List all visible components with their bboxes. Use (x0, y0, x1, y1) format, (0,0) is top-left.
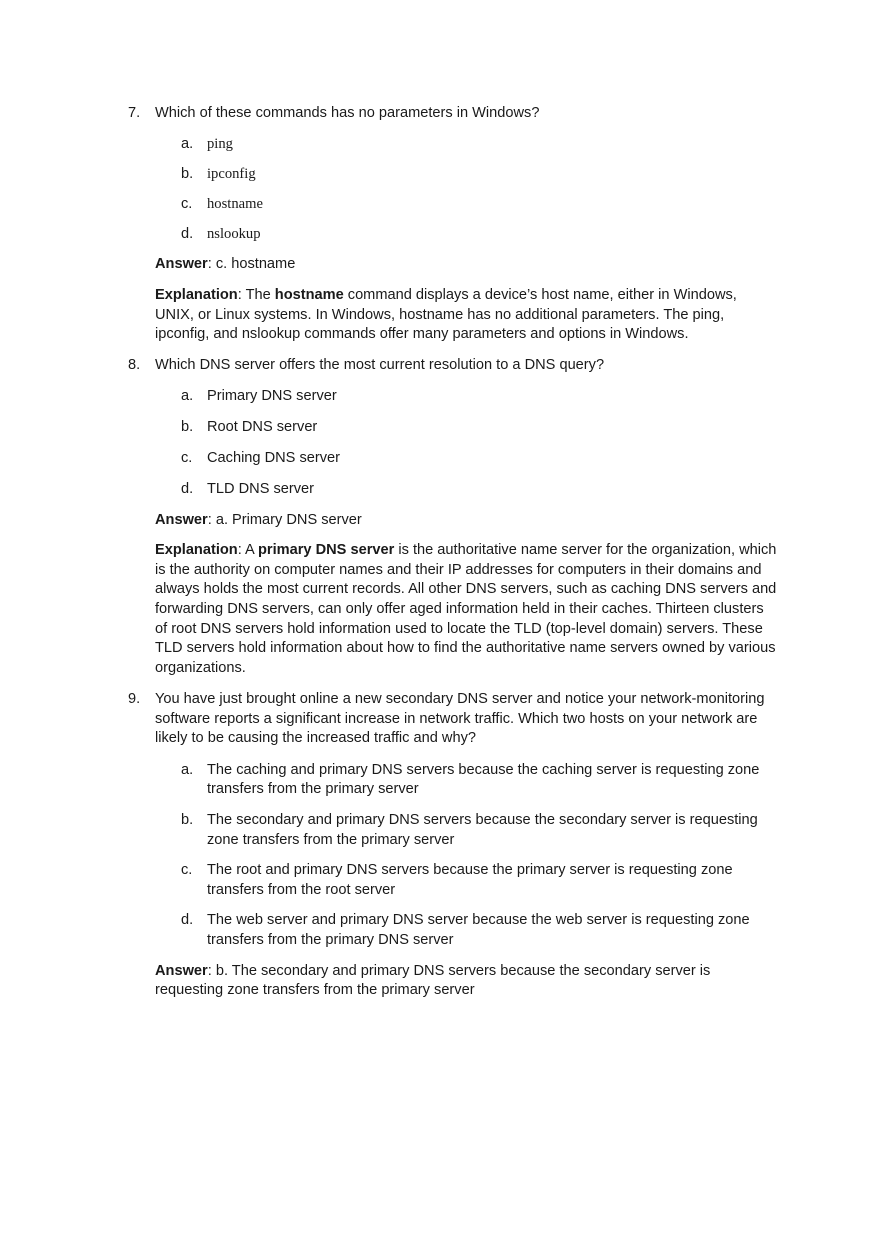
option-b (155, 165, 778, 195)
option-list (155, 761, 778, 951)
answer (155, 962, 778, 1001)
option-text: The caching and primary DNS servers because the caching server is requesting zone transfers from the primary server (207, 761, 760, 798)
option-letter: d. (181, 912, 194, 929)
option-text: Primary DNS server (207, 387, 337, 404)
explanation (155, 541, 778, 678)
question-text: Which DNS server offers the most current resolution to a DNS query? (155, 357, 605, 373)
question-number: 9. (128, 691, 141, 707)
explanation-label: Explanation (155, 287, 238, 304)
option-b (155, 418, 778, 449)
option-text: Caching DNS server (207, 449, 341, 466)
option-text: nslookup (207, 225, 261, 242)
option-d (155, 480, 778, 511)
option-letter: d. (181, 480, 194, 497)
answer (155, 255, 778, 275)
option-letter: c. (181, 195, 193, 212)
question-9 (128, 690, 778, 1001)
option-d (155, 911, 778, 950)
option-letter: a. (181, 761, 194, 778)
option-letter: b. (181, 165, 194, 182)
explanation-keyword: primary DNS server (258, 542, 395, 559)
option-text: Root DNS server (207, 418, 318, 435)
answer-text: : a. Primary DNS server (207, 511, 362, 528)
option-text: ipconfig (207, 165, 256, 182)
answer-label: Answer (155, 255, 208, 272)
option-text: The root and primary DNS servers because the primary server is requesting zone transfers from the root server (207, 862, 733, 898)
option-text: TLD DNS server (207, 480, 315, 497)
question-7 (128, 104, 778, 345)
answer-text: : c. hostname (207, 255, 296, 272)
option-text: The web server and primary DNS server because the web server is requesting zone transfers from the primary DNS server (207, 912, 750, 948)
explanation-pre: : The (237, 287, 275, 304)
option-letter: a. (181, 387, 194, 404)
option-c (155, 449, 778, 480)
explanation (155, 286, 778, 345)
option-d (155, 225, 778, 255)
option-list (155, 135, 778, 255)
answer-label: Answer (155, 962, 208, 979)
option-letter: d. (181, 225, 194, 242)
option-letter: b. (181, 811, 194, 828)
explanation-text: is the authoritative name server for the organization, which is the authority on computer names and their IP addresses for computers in their domains and always holds the most current records. All other DNS servers, such as caching DNS servers and forwarding DNS servers, can only offer aged information held in their caches. Thirteen clusters of root DNS servers hold information used to locate the TLD (top-level domain) servers. These TLD servers hold information about how to find the authoritative name servers owned by various organizations. (155, 542, 777, 676)
question-text: You have just brought online a new secondary DNS server and notice your network-monitoring software reports a significant increase in network traffic. Which two hosts on your network are likely to be causing the increased traffic and why? (155, 691, 765, 747)
question-number: 7. (128, 105, 141, 121)
option-letter: b. (181, 418, 194, 435)
answer-label: Answer (155, 511, 208, 528)
option-list (155, 387, 778, 511)
option-text: ping (207, 135, 233, 152)
option-text: hostname (207, 195, 263, 212)
question-8 (128, 356, 778, 678)
option-letter: c. (181, 449, 193, 466)
explanation-text: command displays a device’s host name, either in Windows, UNIX, or Linux systems. In Windows, hostname has no additional parameters. The ping, ipconfig, and nslookup commands offer many parameters and options in Windows. (155, 287, 737, 343)
option-letter: a. (181, 135, 194, 152)
option-b (155, 811, 778, 850)
answer (155, 511, 778, 531)
answer-text: : b. The secondary and primary DNS servers because the secondary server is requesting zone transfers from the primary server (155, 962, 711, 999)
option-letter: c. (181, 862, 193, 879)
question-text: Which of these commands has no parameters in Windows? (155, 105, 540, 121)
option-a (155, 135, 778, 165)
option-a (155, 387, 778, 418)
explanation-label: Explanation (155, 542, 238, 559)
explanation-pre: : A (237, 542, 259, 559)
option-a (155, 761, 778, 800)
option-text: The secondary and primary DNS servers because the secondary server is requesting zone transfers from the primary server (207, 811, 758, 848)
option-c (155, 195, 778, 225)
question-number: 8. (128, 357, 141, 373)
explanation-keyword: hostname (274, 287, 344, 304)
option-c (155, 861, 778, 900)
